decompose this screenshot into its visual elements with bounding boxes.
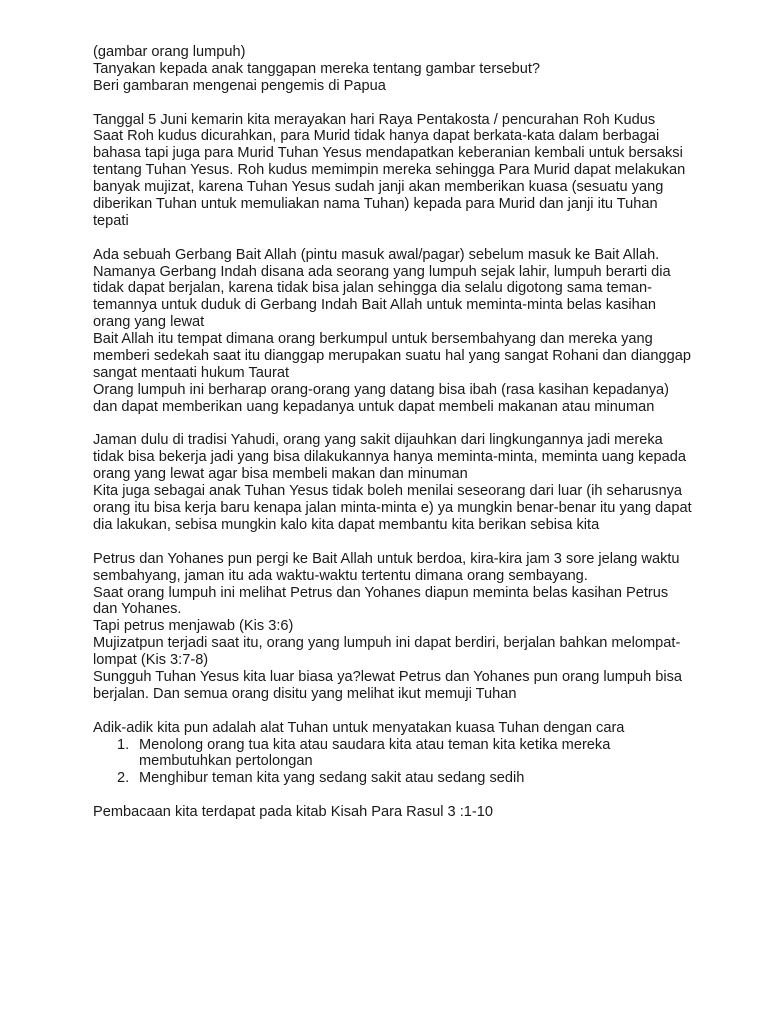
text-line: bahasa tapi juga para Murid Tuhan Yesus mendapatkan keberanian kembali untuk bersaksi <box>93 145 683 162</box>
text-line: Petrus dan Yohanes pun pergi ke Bait Allah untuk berdoa, kira-kira jam 3 sore jelang waktu <box>93 550 680 567</box>
text-line: sembahyang, jaman itu ada waktu-waktu tertentu dimana orang sembayang. <box>93 567 588 584</box>
text-line: Tapi petrus menjawab (Kis 3:6) <box>93 618 294 635</box>
text-line: Adik-adik kita pun adalah alat Tuhan untuk menyatakan kuasa Tuhan dengan cara <box>93 719 625 736</box>
text-line: orang yang lewat <box>93 314 205 331</box>
text-line: Sungguh Tuhan Yesus kita luar biasa ya?lewat Petrus dan Yohanes pun orang lumpuh bisa <box>93 668 683 685</box>
text-line: Jaman dulu di tradisi Yahudi, orang yang sakit dijauhkan dari lingkungannya jadi mereka <box>93 432 663 449</box>
paragraph-petrus-yohanes <box>93 551 693 703</box>
text-line: Saat Roh kudus dicurahkan, para Murid tidak hanya dapat berkata-kata dalam berbagai <box>93 128 660 145</box>
text-line: lompat (Kis 3:7-8) <box>93 652 209 669</box>
document-page <box>93 44 693 821</box>
paragraph-gerbang-indah <box>93 247 693 416</box>
paragraph-spacer <box>93 703 693 720</box>
text-line: Beri gambaran mengenai pengemis di Papua <box>93 77 386 94</box>
text-line: Kita juga sebagai anak Tuhan Yesus tidak boleh menilai seseorang dari luar (ih seharusnya <box>93 483 683 500</box>
text-line: (gambar orang lumpuh) <box>93 44 246 60</box>
paragraph-spacer <box>93 416 693 433</box>
text-line: Menghibur teman kita yang sedang sakit atau sedang sedih <box>139 770 525 787</box>
text-line: Orang lumpuh ini berharap orang-orang yang datang bisa ibah (rasa kasihan kepadanya) <box>93 381 670 398</box>
text-line: temannya untuk duduk di Gerbang Indah Bait Allah untuk meminta-minta belas kasihan <box>93 297 657 314</box>
text-line: Menolong orang tua kita atau saudara kita atau teman kita ketika mereka <box>139 736 611 753</box>
text-line: tepati <box>93 212 129 229</box>
text-line: orang yang lewat agar bisa membeli makan dan minuman <box>93 466 468 483</box>
text-line: Namanya Gerbang Indah disana ada seorang yang lumpuh sejak lahir, lumpuh berarti dia <box>93 263 671 280</box>
list-number: 2. <box>117 770 130 787</box>
paragraph-spacer <box>93 787 693 804</box>
text-line: Mujizatpun terjadi saat itu, orang yang lumpuh ini dapat berdiri, berjalan bahkan melompat- <box>93 635 681 652</box>
text-line: sangat mentaati hukum Taurat <box>93 364 290 381</box>
text-line: orang itu bisa kerja baru kenapa jalan minta-minta e) ya mungkin benar-benar itu yang dapat <box>93 500 692 517</box>
text-line: Tanyakan kepada anak tanggapan mereka tentang gambar tersebut? <box>93 60 541 77</box>
list-item <box>93 770 693 787</box>
paragraph-spacer <box>93 230 693 247</box>
text-line: Bait Allah itu tempat dimana orang berkumpul untuk bersembahyang dan mereka yang <box>93 331 653 348</box>
text-line: berjalan. Dan semua orang disitu yang melihat ikut memuji Tuhan <box>93 685 517 702</box>
text-line: Tanggal 5 Juni kemarin kita merayakan hari Raya Pentakosta / pencurahan Roh Kudus <box>93 111 656 128</box>
text-line: tidak dapat berjalan, karena tidak bisa jalan sehingga dia selalu digotong sama teman- <box>93 280 652 297</box>
text-line: Pembacaan kita terdapat pada kitab Kisah Para Rasul 3 :1-10 <box>93 804 493 821</box>
text-line: Ada sebuah Gerbang Bait Allah (pintu masuk awal/pagar) sebelum masuk ke Bait Allah. <box>93 246 660 263</box>
paragraph-spacer <box>93 95 693 112</box>
paragraph-tradisi-yahudi <box>93 432 693 533</box>
text-line: tentang Tuhan Yesus. Roh kudus memimpin mereka sehingga Para Murid dapat melakukan <box>93 162 686 179</box>
closing-reading <box>93 804 693 821</box>
paragraph-alat-tuhan <box>93 720 693 788</box>
numbered-list <box>93 737 693 788</box>
list-number: 1. <box>117 736 130 753</box>
list-item <box>93 737 693 771</box>
text-line: memberi sedekah saat itu dianggap merupakan suatu hal yang sangat Rohani dan dianggap <box>93 348 691 365</box>
paragraph-spacer <box>93 534 693 551</box>
paragraph-pentakosta <box>93 112 693 230</box>
text-line: banyak mujizat, karena Tuhan Yesus sudah janji akan memberikan kuasa (sesuatu yang <box>93 179 664 196</box>
text-line: tidak bisa bekerja jadi yang bisa dilakukannya hanya meminta-minta, meminta uang kepada <box>93 449 687 466</box>
text-line: Saat orang lumpuh ini melihat Petrus dan Yohanes diapun meminta belas kasihan Petrus <box>93 584 669 601</box>
text-line: diberikan Tuhan untuk memuliakan nama Tuhan) kepada para Murid dan janji itu Tuhan <box>93 196 658 213</box>
text-line: membutuhkan pertolongan <box>139 753 313 770</box>
text-line: dan dapat memberikan uang kepadanya untuk dapat membeli makanan atau minuman <box>93 398 655 415</box>
intro-block <box>93 44 693 95</box>
text-line: dan Yohanes. <box>93 601 182 618</box>
text-line: dia lakukan, sebisa mungkin kalo kita dapat membantu kita berikan sebisa kita <box>93 516 600 533</box>
